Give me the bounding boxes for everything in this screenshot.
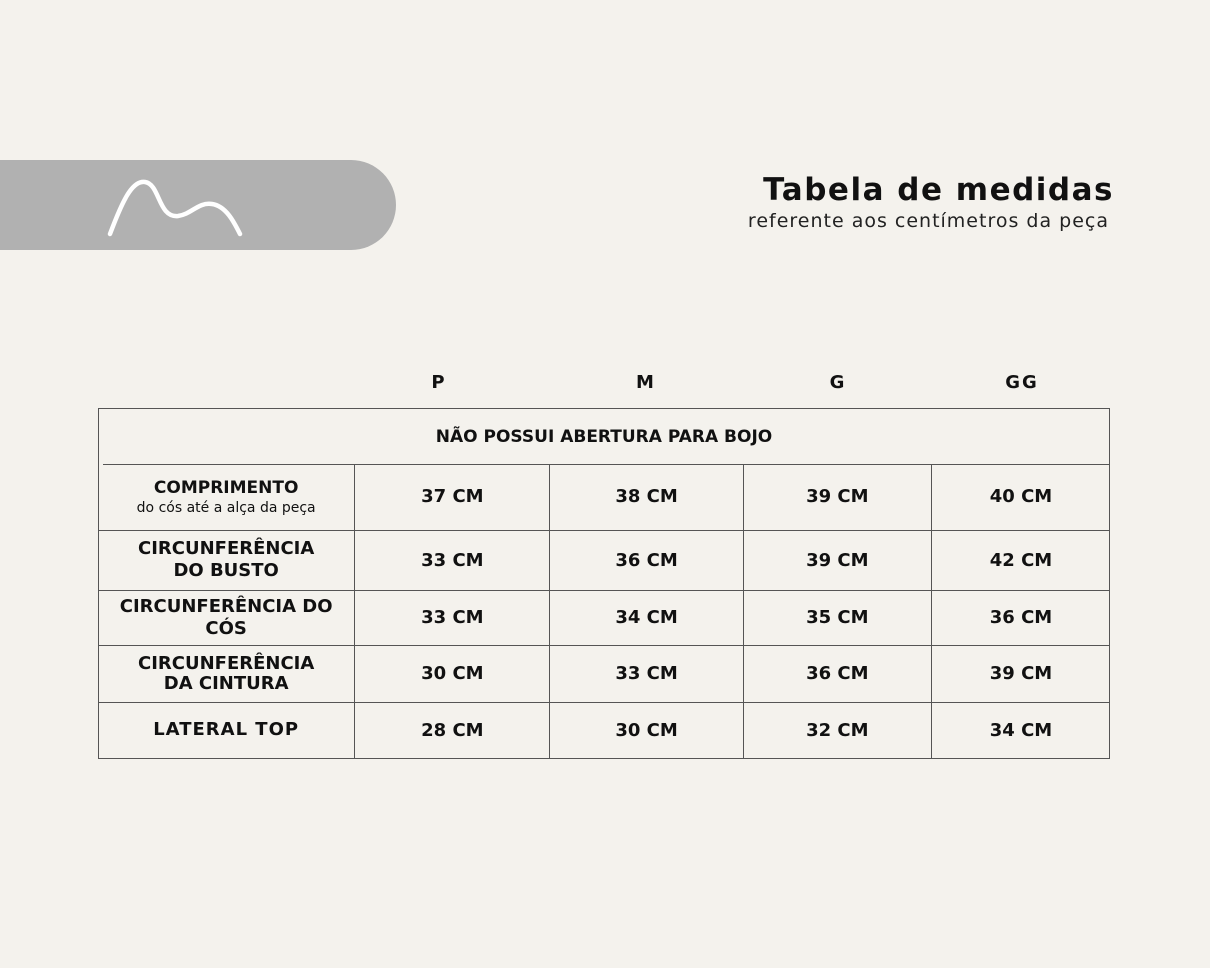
table-banner: NÃO POSSUI ABERTURA PARA BOJO [435, 426, 773, 447]
measurements-table [98, 408, 1110, 759]
cell-p: 28 CM [355, 702, 550, 758]
table-row [98, 530, 1110, 590]
cell-g: 32 CM [743, 702, 931, 758]
logo-tab [0, 160, 396, 250]
size-label-m: M [636, 372, 656, 393]
cell-gg: 34 CM [931, 702, 1110, 758]
cell-p: 33 CM [355, 530, 550, 590]
size-label-p: P [431, 372, 447, 393]
table-row [98, 702, 1110, 758]
row-label-comprimento [98, 464, 355, 530]
cell-m: 38 CM [550, 464, 743, 530]
table-row [98, 464, 1110, 530]
row-label-busto: CIRCUNFERÊNCIA DO BUSTO [98, 530, 355, 590]
page-header [748, 170, 1114, 232]
cell-g: 39 CM [743, 530, 931, 590]
page-subtitle: referente aos centímetros da peça [747, 210, 1109, 232]
cell-gg: 39 CM [931, 645, 1110, 702]
cell-p: 37 CM [355, 464, 550, 530]
cell-m: 30 CM [550, 702, 743, 758]
cell-m: 34 CM [550, 590, 743, 645]
cell-p: 30 CM [355, 645, 550, 702]
row-label-main: COMPRIMENTO [153, 477, 299, 498]
row-label-lateral-top: LATERAL TOP [98, 702, 355, 758]
table-row [98, 645, 1110, 702]
brand-wave-logo-icon [100, 172, 250, 242]
row-label-cintura: CIRCUNFERÊNCIA DA CINTURA [98, 645, 355, 702]
row-label-sub: do cós até a alça da peça [136, 499, 316, 516]
cell-p: 33 CM [355, 590, 550, 645]
size-label-gg: GG [1005, 372, 1039, 393]
cell-g: 35 CM [743, 590, 931, 645]
size-label-g: G [829, 372, 847, 393]
size-header-row [0, 372, 1210, 400]
page-title: Tabela de medidas [763, 172, 1114, 208]
cell-m: 33 CM [550, 645, 743, 702]
row-label-cos: CIRCUNFERÊNCIA DO CÓS [98, 590, 355, 645]
cell-gg: 36 CM [931, 590, 1110, 645]
measurements-grid [98, 464, 1110, 758]
table-row [98, 590, 1110, 645]
cell-gg: 42 CM [931, 530, 1110, 590]
cell-m: 36 CM [550, 530, 743, 590]
cell-g: 36 CM [743, 645, 931, 702]
cell-g: 39 CM [743, 464, 931, 530]
cell-gg: 40 CM [931, 464, 1110, 530]
